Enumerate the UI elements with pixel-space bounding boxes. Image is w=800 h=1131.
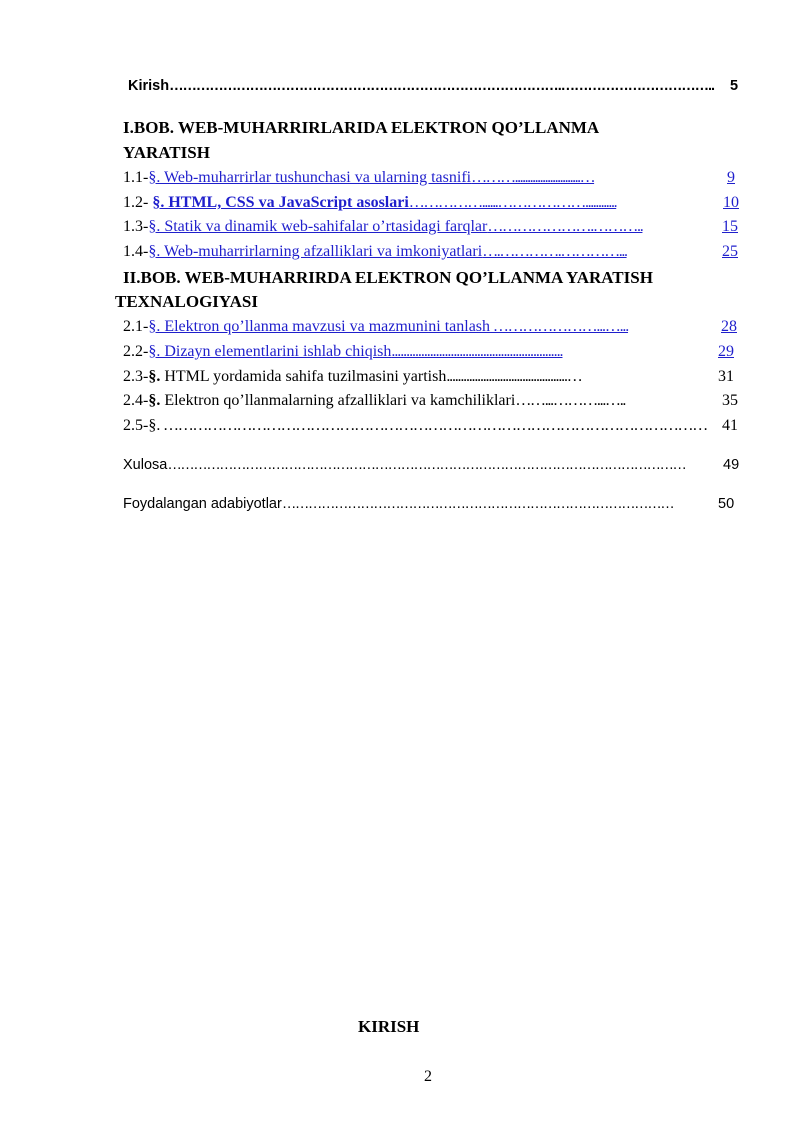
toc-entry-2-3[interactable]	[123, 368, 582, 386]
toc-dots: ………………….………..	[487, 218, 643, 235]
toc-dots: ………………………………………………………………………………	[281, 496, 674, 512]
toc-number: 2.3-	[123, 368, 149, 385]
toc-title: §. Web-muharrirlarning afzalliklari va imkoniyatlari	[148, 243, 483, 260]
toc-page-number: 49	[723, 457, 740, 473]
toc-entry-1-2[interactable]	[123, 194, 616, 212]
toc-title: Elektron qo’llanmalarning afzalliklari va kamchiliklari	[160, 392, 516, 409]
toc-page-number: 41	[722, 417, 738, 434]
section-heading-kirish: KIRISH	[358, 1017, 420, 1036]
toc-number: 1.1-	[123, 169, 149, 186]
toc-link[interactable]	[152, 194, 408, 211]
toc-entry-2-4[interactable]	[123, 392, 625, 410]
toc-entry-xulosa[interactable]	[123, 457, 685, 473]
toc-dots: ..........................................................	[391, 343, 563, 360]
toc-dots: …………………………………………………………………………….……………………………..	[169, 78, 714, 94]
toc-page-number[interactable]: 10	[723, 194, 739, 211]
toc-number: 2.2-	[123, 343, 149, 360]
toc-entry-1-3[interactable]	[123, 218, 642, 236]
toc-page-number: 5	[730, 78, 739, 94]
toc-entry-label: Foydalangan adabiyotlar	[123, 496, 282, 512]
toc-dots: ….………….…………...	[482, 243, 627, 260]
toc-number: 1.2-	[123, 194, 153, 211]
toc-dots: ……...………...…..	[515, 392, 626, 409]
toc-link[interactable]	[148, 343, 562, 360]
chapter-heading-cont: YARATISH	[123, 143, 210, 162]
chapter-heading: II.BOB. WEB-MUHARRIRDA ELEKTRON QO’LLANMA YARATISH	[123, 268, 653, 287]
toc-number: 2.4-	[123, 392, 149, 409]
toc-entry-adabiyotlar[interactable]	[123, 496, 673, 512]
toc-page-number: 35	[722, 392, 738, 409]
toc-number: 2.1-	[123, 318, 149, 335]
toc-number: 2.5-	[123, 417, 149, 434]
toc-entry-2-5[interactable]	[123, 417, 707, 435]
toc-title: HTML yordamida sahifa tuzilmasini yartish	[160, 368, 447, 385]
page-number: 2	[424, 1068, 432, 1085]
toc-dots: …………………………………………………………………………………………………………	[167, 457, 686, 473]
toc-page-number[interactable]: 25	[722, 243, 738, 260]
toc-dots: ...........................................…	[446, 368, 582, 385]
toc-link[interactable]	[148, 218, 642, 235]
toc-entry-kirish[interactable]	[128, 78, 714, 94]
chapter-heading: I.BOB. WEB-MUHARRIRLARIDA ELEKTRON QO’LLANMA	[123, 118, 600, 137]
toc-section-mark: §.	[148, 417, 161, 434]
toc-link[interactable]	[148, 243, 626, 260]
toc-dots: …………………...…...	[490, 318, 629, 335]
chapter-heading-cont: TEXNALOGIYASI	[115, 292, 258, 311]
toc-entry-1-1[interactable]	[123, 169, 594, 187]
toc-page-number[interactable]: 29	[718, 343, 734, 360]
toc-entry-2-1[interactable]	[123, 318, 628, 336]
toc-entry-1-4[interactable]	[123, 243, 627, 261]
toc-page-number[interactable]: 9	[727, 169, 735, 186]
toc-number: 1.3-	[123, 218, 149, 235]
toc-number: 1.4-	[123, 243, 149, 260]
toc-title: §. Web-muharrirlar tushunchasi va ularning tasnifi	[148, 169, 472, 186]
toc-section-mark: §.	[148, 368, 161, 385]
toc-link[interactable]	[148, 169, 594, 186]
toc-page-number[interactable]: 15	[722, 218, 738, 235]
toc-page-number[interactable]: 28	[721, 318, 737, 335]
toc-title: §. HTML, CSS va JavaScript asoslari	[152, 194, 409, 211]
toc-entry-label: Xulosa	[123, 457, 168, 473]
toc-dots: ……………......………………............	[408, 194, 617, 211]
toc-dots: …………………………………………………………………………………………………	[160, 417, 707, 434]
toc-section-mark: §.	[148, 392, 161, 409]
toc-entry-label: Kirish	[128, 78, 170, 94]
toc-title: §. Elektron qo’llanma mavzusi va mazmunini tanlash	[148, 318, 491, 335]
toc-title: §. Dizayn elementlarini ishlab chiqish	[148, 343, 392, 360]
toc-link[interactable]	[148, 318, 628, 335]
toc-page-number: 50	[718, 496, 735, 512]
toc-entry-2-2[interactable]	[123, 343, 562, 361]
toc-title: §. Statik va dinamik web-sahifalar o’rtasidagi farqlar	[148, 218, 488, 235]
toc-page-number: 31	[718, 368, 734, 385]
toc-dots: ………..........................…	[471, 169, 595, 186]
